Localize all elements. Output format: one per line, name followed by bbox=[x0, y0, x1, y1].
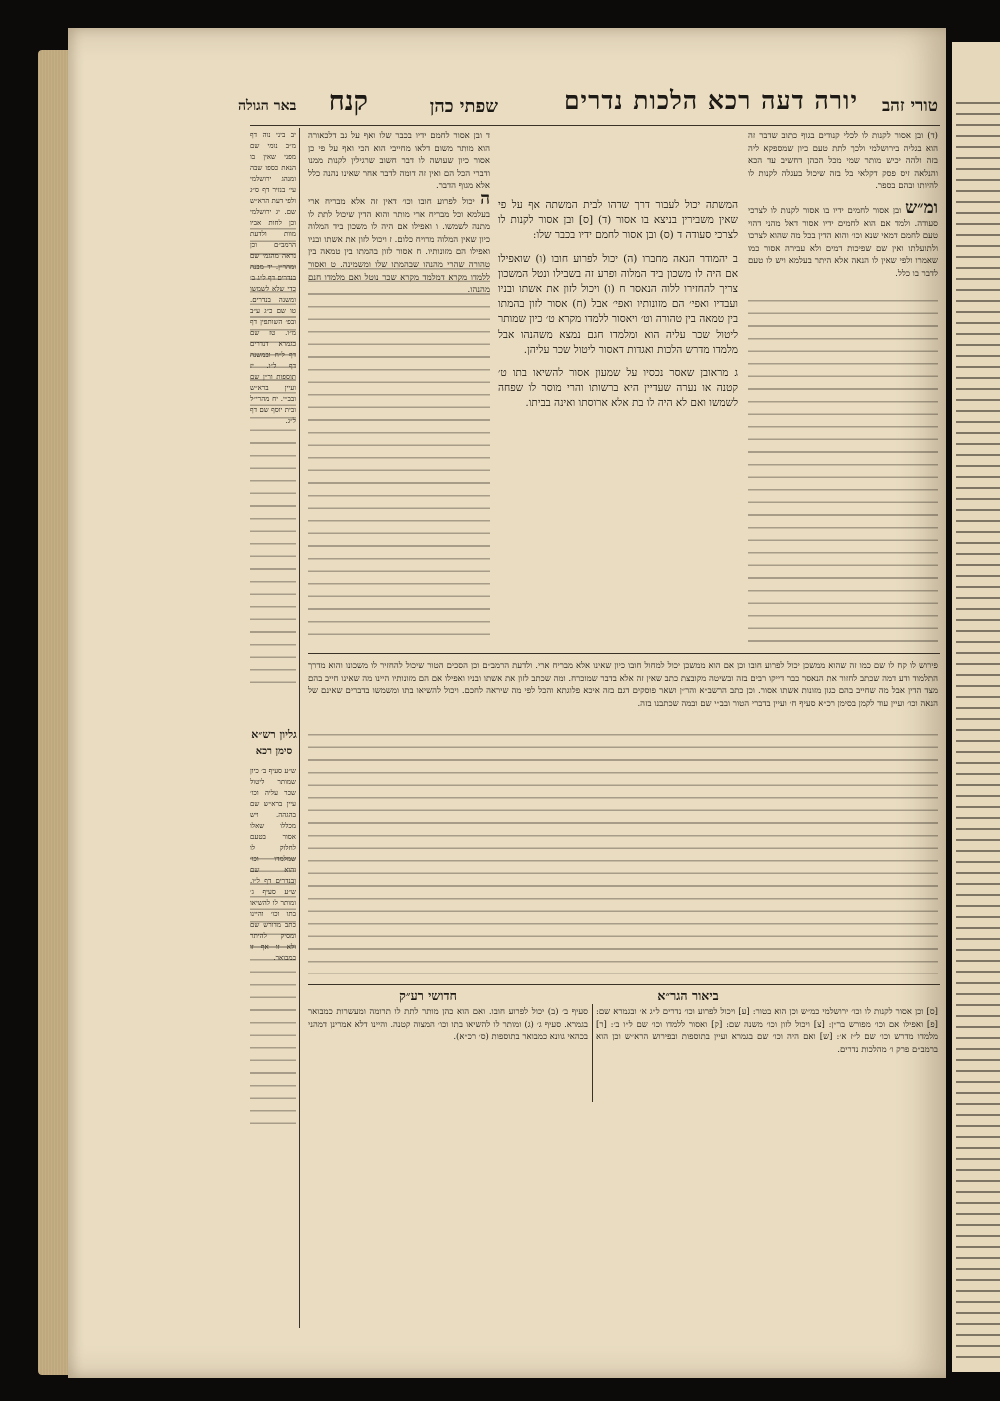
taz-text-top: (ד) ובן אסור לקנות לו לכלי קנודים בגוף כתוב שדבר זה הוא בגליה בירושלמי ולכך לתת טעם כיון שמספקא ליה בזה ולהה יכיש מותר שמי מכל הכהן דחשיב עד הכא והנלאה זיס פסק דקלאי בל בזה שיכול בעגלה לקנות לו להיותו ובהם בספר. bbox=[748, 131, 938, 192]
adjacent-page bbox=[952, 42, 1000, 1372]
header-turei-zahav: טורי זהב bbox=[881, 96, 938, 116]
taz-column-top bbox=[748, 130, 938, 200]
baer-hagolah-text: יב ביני נוה דף מ״ב נומי שם מפני שאין בו הנאת כספו שבה ומנהג ירושלמי עי׳ בנזיר דף ס״ג ולפי דעת הרא״ש שם. יג ירושלמי וכן לחות אביו מוות ולדעת הרמב״ם וכן נראה מהגמ׳ שם ומהר״ן. יד מבנה בנדרים דף ל״ג ב׳ כדי שלא לשמשו ומשנה בנדרים. טו שם כ״ג ע״ב ובפ׳ השותפין דף מ״ו. טז שם בגמרא דנדרים דף ל״ח ובמשנה דף ל״ו. יז תוספות ור״ן שם ועיין ברא״ש ובב״י. יח מהרי״ל ובית יוסף שם דף ל״ג. bbox=[250, 131, 296, 425]
biur-hagra-title: ביאור הגר״א bbox=[657, 988, 719, 1003]
biur-hagra-text: [ס] וכן אסור לקנות לו וכו׳ ירושלמי כמ״ש וכן הוא בטור: [ע] ויכול לפרוע וכו׳ נדרים ל״ג א׳ ובגמרא שם: [פ] ואפילו אם וכו׳ מפורש בר״ן: [צ] ויכול לזון וכו׳ משנה שם: [ק] ואסור ללמדו וכו׳ שם ל״ו ב׳: [ר] מלמדו מדרש וכו׳ שם ל״ז א׳: [ש] ואם היה וכו׳ שם בגמרא ועיין בתוספות ובפירוש הרא״ש וכן הוא ברמב״ם פרק ו׳ מהלכות נדרים. bbox=[596, 1007, 938, 1055]
shach-text-lines bbox=[308, 268, 490, 640]
taz-text-lines bbox=[748, 300, 938, 648]
rak-text: סעיף ב׳ (ב) יכול לפרוע חובו. ואם הוא כהן מותר לתת לו תרומה ומעשרות כמבואר בגמרא. סעיף ג׳ (ג) ומותר לו להשיאו בתו וכו׳ המצוה קטנה. והיינו דלא אמרינן דמהני בכהאי גוונא כמבואר בתוספות (ס׳ רכ״א). bbox=[308, 1007, 588, 1043]
main-seif-b: ב יהמודר הנאה מחברו (ה) יכול לפרוע חובו (ו) שואפילו אם היה לו משכון ביד המלוה ופרע זה בשבילו ונטל המשכון צריך להחזירו ללוה הנאסר ח (ו) ויכול לזון את אשתו ובניו ועבדיו ואפי׳ הם מזונותיו ואפי׳ אבל (ח) אסור לזון בהמתו בין טמאה בין טהורה וט׳ ויאסור ללמדו מקרא ט׳ כיון שמותר ליטול שכר עליה הוא ומלמדו חגם נמצא משהנהו אבל מלמדו מדרש הלכות ואגדות דאסור ליטול שכר עליהן. bbox=[498, 252, 738, 356]
lower-rule bbox=[308, 653, 940, 654]
baer-hagolah-lines bbox=[250, 228, 296, 688]
page-number: קנח bbox=[328, 86, 368, 117]
book-page-edges bbox=[38, 50, 70, 1375]
gilyon-lines bbox=[250, 858, 296, 1128]
shach-lead-word: ה bbox=[480, 188, 490, 209]
adjacent-page-lines bbox=[956, 102, 1000, 1362]
margin-column-divider bbox=[299, 128, 300, 1328]
taz-lead-word: ומ״ש bbox=[905, 202, 938, 218]
shach-text: יכול לפרוע חובו וכו׳ דאין זה אלא מבריח ארי בעלמא וכל מבריח ארי מותר והוא הדין שיכול לתת לו מתנה לשמשו. ו ואפילו אם היה לו משכון ביד המלוה כיון שאין המלוה מרויח כלום. ז ויכול לזון את אשתו ובניו ואפילו הם מזונותיו. ח אסור לזון בהמתו בין טמאה בין טהורה שהרי מהנהו שבהמתו שלו ומשמינה. ט ואסור ללמדו מקרא דמלמד מקרא שכר נוטל ואם מלמדו חנם מהנהו. bbox=[308, 196, 490, 296]
biur-hagra-column bbox=[596, 1006, 938, 1102]
rak-title: חדושי רע״ק bbox=[399, 988, 457, 1003]
main-text-column bbox=[498, 198, 738, 638]
rak-column bbox=[308, 1006, 588, 1102]
shach-text-top: ד ובן אסור לחמם ידיו בכבר שלו ואף על גב דלכאורה הוא מותר משום דלאו מחייבי הוא הכי ואף על פי כן אסור כיון שעושה לו דבר חשוב שרגילין לקנות ממנו ודברי הכל הם ואין זה דומה לדבר אחר שאינו נהנה כלל אלא מגוף הדבר. bbox=[308, 131, 490, 192]
book-page bbox=[68, 28, 946, 1378]
header-shiftei-kohen: שפתי כהן bbox=[429, 96, 498, 117]
bottom-column-divider bbox=[592, 1004, 593, 1102]
main-text-top: המשתה יכול לעבור דרך שדהו לבית המשתה אף על פי שאין משבירין בניצא בו אסור (ד) [ס] ובן אסור לקנות לו לצרכי סעודה ד (ס) ובן אסור לחמם ידיו בכבר שלו: bbox=[498, 199, 738, 242]
header-baer-hagolah: באר הגולה bbox=[238, 98, 297, 114]
main-seif-c: ג מראובן שאסר נכסיו על שמעון אסור להשיאו בתו ט׳ קטנה או נערה שעדיין היא ברשותו והרי מוסר לו שפחה לשמשו ואם לא היה לו בת אלא ארוסתו ואינה בביתו. bbox=[498, 367, 738, 410]
lower-commentary-lines bbox=[308, 734, 938, 974]
running-header bbox=[238, 84, 938, 124]
header-title: יורה דעה רכא הלכות נדרים bbox=[563, 86, 858, 115]
lower-commentary-text: פירוש לו קח לו שם כמו זה שהוא ממשכן יכול לפרוע חובו וכן אם הוא ממשכן יכול למחול חובו כיון שאינו אלא מבריח ארי. ולדעת הרמב״ם וכן הסכים הטור שיכול להחזיר לו משכונו והוא מדרך התלמוד ודע דמה שכתב לחזור את הנאסר כבר דייקו רבים בזה ובשיטה מקובצת כתב שאין זה אלא בדבר שמוכרח. ומה שכתב לזון את אשתו ובניו ואפילו אם הם מזונותיו היינו מה שאינו חייב בהם מצד הדין אבל מה שחייב בהם כגון מזונות אשתו אסור. וכן כתב הרשב״א והר״ן ושאר פוסקים דגם בזה איכא פלוגתא והכל לפי מה שיראה לחכם. ויכול להשיאו בתו ומשמשו בדברים שאינם של הנאה וכו׳ ועיין עוד לקמן בסימן רכ״א סעיף ח׳ ועיין בדברי הטור ובב״י שם ובמה שכתבנו בזה. bbox=[308, 661, 938, 709]
gilyon-text: ש״ע סעיף ב׳ כיון שמותר ליטול שכר עליה וכו׳ עיין ברא״ש שם בהגהה. ויש מכללו שאלו אסור בטעם לחלוק לו שמלמדו וכו׳ והוא שם ובנדרים דף ל״ו. ש״ע סעיף ג׳ ומותר לו להשיאו בתו וכו׳ והיינו כתב מדורש שם ומסיק להיתר ולא זו אף זו כמבואר. bbox=[250, 767, 296, 962]
gilyon-title: גליון רש״א bbox=[251, 728, 297, 741]
header-rule bbox=[250, 125, 940, 126]
taz-text: ובן אסור לחמים ידיו בו אסור לקנות לו לצרכי סעודה. ולמד אם הוא לחמים ידיו אסור דאל מהני דהוי טעם לחמם דמאי שנא וכו׳ והוא הדין בכל מה שהוא לצרכו ולתועלתו ואין שם שפיכות דמים ולא עבירה אסור כמו שאמרו ולפי שאין לו הנאה אלא היתר בעלמא ויש לו טעם לדבר בו כלל. bbox=[748, 206, 938, 279]
biur-rule bbox=[308, 984, 940, 985]
gilyon-siman: סימן רכא bbox=[255, 746, 293, 757]
